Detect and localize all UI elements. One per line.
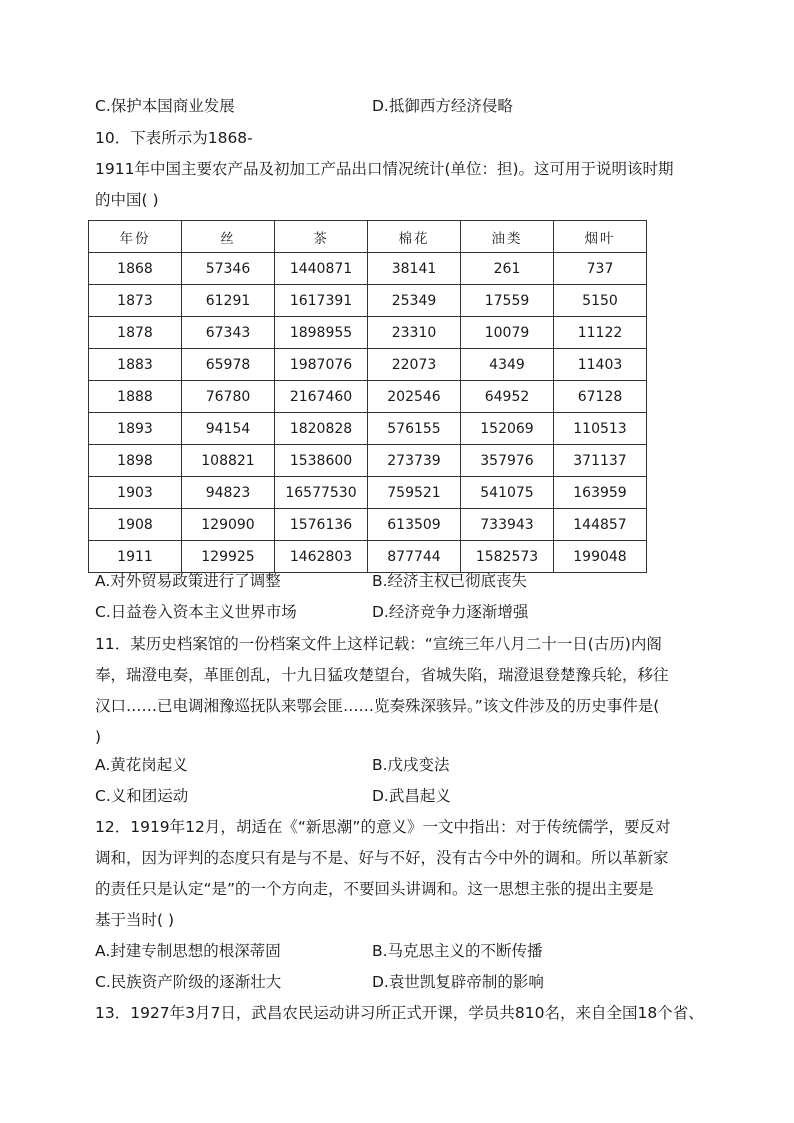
table-row: [89, 349, 647, 381]
table-cell: 1903: [89, 477, 182, 509]
header-tobacco: 烟叶: [554, 221, 647, 253]
table-cell: 61291: [182, 285, 275, 317]
q11-stem-line4: ): [95, 728, 102, 746]
table-cell: 11403: [554, 349, 647, 381]
table-cell: 273739: [368, 445, 461, 477]
table-row: [89, 413, 647, 445]
table-row: [89, 285, 647, 317]
table-cell: 541075: [461, 477, 554, 509]
q12-option-b[interactable]: B.马克思主义的不断传播: [372, 942, 543, 960]
table-cell: 877744: [368, 541, 461, 573]
q9-option-d[interactable]: D.抵御西方经济侵略: [372, 97, 513, 115]
table-cell: 1888: [89, 381, 182, 413]
q11-stem-line2: 奉，瑞澄电奏，革匪创乱，十九日猛攻楚望台，省城失陷，瑞澄退登楚豫兵轮，移往: [95, 666, 669, 684]
q10-option-c[interactable]: C.日益卷入资本主义世界市场: [95, 603, 297, 621]
table-cell: 576155: [368, 413, 461, 445]
table-cell: 1462803: [275, 541, 368, 573]
table-row: [89, 477, 647, 509]
table-cell: 152069: [461, 413, 554, 445]
table-cell: 17559: [461, 285, 554, 317]
table-cell: 1898955: [275, 317, 368, 349]
q10-stem-line3: 的中国( ): [95, 191, 159, 209]
table-cell: 1878: [89, 317, 182, 349]
q11-option-a[interactable]: A.黄花岗起义: [95, 756, 188, 774]
table-cell: 1987076: [275, 349, 368, 381]
table-cell: 65978: [182, 349, 275, 381]
q10-option-d[interactable]: D.经济竞争力逐渐增强: [372, 603, 529, 621]
table-cell: 1883: [89, 349, 182, 381]
table-cell: 1820828: [275, 413, 368, 445]
q12-option-d[interactable]: D.袁世凯复辟帝制的影响: [372, 973, 544, 991]
table-cell: 733943: [461, 509, 554, 541]
header-cotton: 棉花: [368, 221, 461, 253]
table-cell: 759521: [368, 477, 461, 509]
table-cell: 16577530: [275, 477, 368, 509]
table-cell: 67128: [554, 381, 647, 413]
q12-stem-line1: 12．1919年12月，胡适在《“新思潮”的意义》一文中指出：对于传统儒学，要反对: [95, 818, 671, 836]
table-cell: 1908: [89, 509, 182, 541]
table-cell: 25349: [368, 285, 461, 317]
q11-option-c[interactable]: C.义和团运动: [95, 787, 189, 805]
table-row: [89, 445, 647, 477]
header-oil: 油类: [461, 221, 554, 253]
q9-option-c[interactable]: C.保护本国商业发展: [95, 97, 235, 115]
table-row: [89, 381, 647, 413]
q12-stem-line4: 基于当时( ): [95, 911, 175, 929]
header-tea: 茶: [275, 221, 368, 253]
q11-stem-line3: 汉口……已电调湘豫巡抚队来鄂会匪……览奏殊深骇异。”该文件涉及的历史事件是(: [95, 697, 660, 715]
table-row: [89, 253, 647, 285]
table-cell: 108821: [182, 445, 275, 477]
table-cell: 57346: [182, 253, 275, 285]
table-row: [89, 317, 647, 349]
table-cell: 22073: [368, 349, 461, 381]
export-statistics-table: [88, 220, 647, 573]
table-cell: 2167460: [275, 381, 368, 413]
table-cell: 94154: [182, 413, 275, 445]
table-row: [89, 541, 647, 573]
table-cell: 144857: [554, 509, 647, 541]
table-cell: 737: [554, 253, 647, 285]
table-cell: 1440871: [275, 253, 368, 285]
table-cell: 129090: [182, 509, 275, 541]
table-cell: 10079: [461, 317, 554, 349]
table-cell: 371137: [554, 445, 647, 477]
table-cell: 163959: [554, 477, 647, 509]
table-cell: 4349: [461, 349, 554, 381]
q11-stem-line1: 11．某历史档案馆的一份档案文件上这样记载：“宣统三年八月二十一日(古历)内阁: [95, 635, 662, 653]
q11-option-d[interactable]: D.武昌起义: [372, 787, 451, 805]
table-cell: 1911: [89, 541, 182, 573]
table-cell: 1582573: [461, 541, 554, 573]
table-cell: 5150: [554, 285, 647, 317]
table-cell: 1576136: [275, 509, 368, 541]
table-cell: 76780: [182, 381, 275, 413]
table-cell: 1617391: [275, 285, 368, 317]
table-cell: 38141: [368, 253, 461, 285]
q12-option-a[interactable]: A.封建专制思想的根深蒂固: [95, 942, 281, 960]
table-cell: 67343: [182, 317, 275, 349]
table-row: [89, 509, 647, 541]
q10-stem-line1: 10．下表所示为1868-: [95, 129, 253, 147]
q10-option-b[interactable]: B.经济主权已彻底丧失: [372, 572, 528, 590]
table-cell: 1538600: [275, 445, 368, 477]
table-cell: 64952: [461, 381, 554, 413]
q12-stem-line3: 的责任只是认定“是”的一个方向走，不要回头讲调和。这一思想主张的提出主要是: [95, 880, 654, 898]
table-cell: 613509: [368, 509, 461, 541]
q10-stem-line2: 1911年中国主要农产品及初加工产品出口情况统计(单位：担)。这可用于说明该时期: [95, 160, 674, 178]
table-cell: 202546: [368, 381, 461, 413]
table-cell: 110513: [554, 413, 647, 445]
table-cell: 23310: [368, 317, 461, 349]
table-cell: 1898: [89, 445, 182, 477]
table-cell: 261: [461, 253, 554, 285]
q13-stem-line1: 13．1927年3月7日，武昌农民运动讲习所正式开课，学员共810名，来自全国18个省、: [95, 1004, 704, 1022]
table-cell: 11122: [554, 317, 647, 349]
table-cell: 1893: [89, 413, 182, 445]
table-cell: 1873: [89, 285, 182, 317]
table-cell: 1868: [89, 253, 182, 285]
table-cell: 357976: [461, 445, 554, 477]
table-header-row: [89, 221, 647, 253]
table-cell: 94823: [182, 477, 275, 509]
q10-option-a[interactable]: A.对外贸易政策进行了调整: [95, 572, 281, 590]
header-year: 年份: [89, 221, 182, 253]
q11-option-b[interactable]: B.戊戌变法: [372, 756, 450, 774]
q12-stem-line2: 调和，因为评判的态度只有是与不是、好与不好，没有古今中外的调和。所以革新家: [95, 849, 669, 867]
q12-option-c[interactable]: C.民族资产阶级的逐渐壮大: [95, 973, 282, 991]
table-cell: 199048: [554, 541, 647, 573]
table-cell: 129925: [182, 541, 275, 573]
header-silk: 丝: [182, 221, 275, 253]
